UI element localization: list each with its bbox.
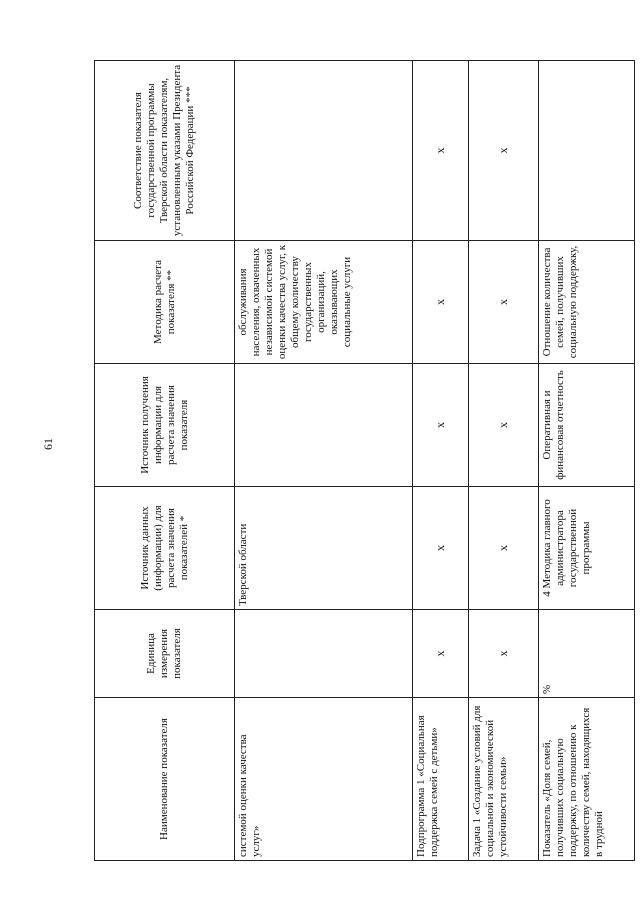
row-source-data: Тверской области: [235, 487, 413, 610]
row-method: x: [469, 241, 539, 364]
row-match: x: [413, 61, 469, 241]
indicator-table: [94, 60, 635, 861]
row-source-info: x: [469, 364, 539, 487]
table-row: [539, 61, 635, 861]
row-unit: %: [539, 610, 635, 698]
row-method: x: [413, 241, 469, 364]
row-source-data: 4 Методика главного администратора государственной программы: [539, 487, 635, 610]
table-header-row: [95, 61, 235, 861]
row-name: Задача 1 «Создание условий для социальной и экономической устойчивости семьи»: [469, 698, 539, 861]
table-row: [469, 61, 539, 861]
row-source-data: x: [413, 487, 469, 610]
row-match: [235, 61, 413, 241]
row-name: Показатель «Доля семей, получивших социальную поддержку, по отношению к количеству семей, находящихся в трудной: [539, 698, 635, 861]
row-match: x: [469, 61, 539, 241]
header-match: Соответствие показателя государственной программы Тверской области показателям, установленным указами Президента Российской Федерации ***: [95, 61, 235, 241]
row-name: Подпрограмма 1 «Социальная поддержка семей с детьми»: [413, 698, 469, 861]
row-unit: x: [413, 610, 469, 698]
row-source-data: x: [469, 487, 539, 610]
row-unit: x: [469, 610, 539, 698]
row-source-info: [235, 364, 413, 487]
header-method: Методика расчета показателя **: [95, 241, 235, 364]
row-source-info: x: [413, 364, 469, 487]
header-unit: Единица измерения показателя: [95, 610, 235, 698]
row-unit: [235, 610, 413, 698]
row-name: системой оценки качества услуг»: [235, 698, 413, 861]
header-source-data: Источник данных (информации) для расчета значения показателей *: [95, 487, 235, 610]
page-number: 61: [41, 438, 55, 450]
row-method: Отношение количества семей, получивших социальную поддержку,: [539, 241, 635, 364]
header-source-info: Источник получения информации для расчета значения показателя: [95, 364, 235, 487]
row-method: обслуживания населения, охваченных независимой системой оценки качества услуг, к общему количеству государственных организаций, оказывающих социальные услуги: [235, 241, 413, 364]
row-match: [539, 61, 635, 241]
header-name: Наименование показателя: [95, 698, 235, 861]
table-row: [235, 61, 413, 861]
row-source-info: Оперативная и финансовая отчетность: [539, 364, 635, 487]
indicator-table-rotated: [94, 61, 634, 861]
table-row: [413, 61, 469, 861]
